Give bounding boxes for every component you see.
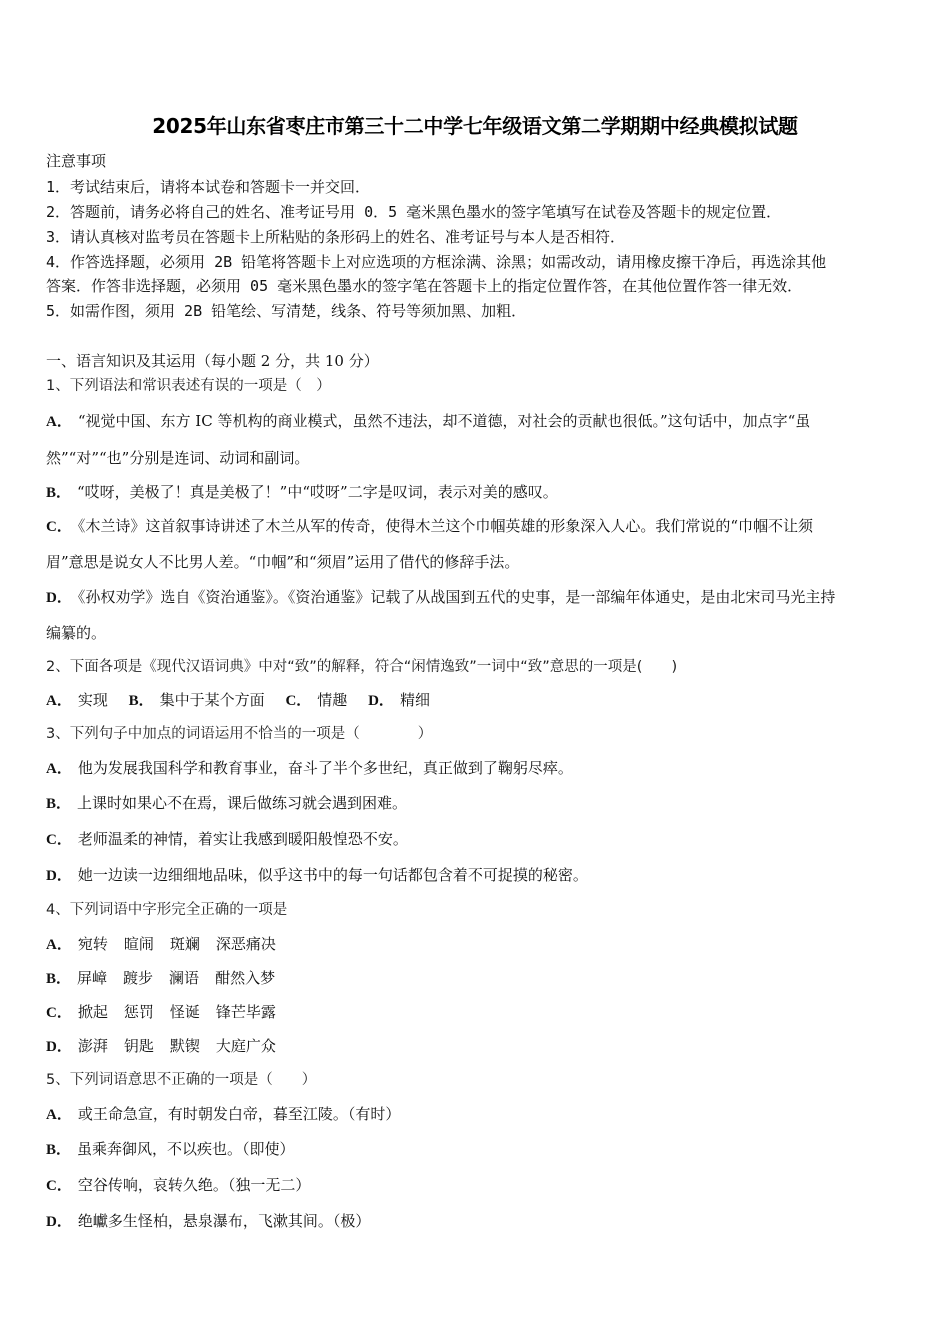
q5-option-b	[46, 1139, 295, 1160]
word: 默锲	[169, 1037, 200, 1055]
option-label: B．	[46, 485, 72, 501]
word: 锋芒毕露	[215, 1003, 276, 1021]
option-label: D．	[46, 868, 72, 884]
word: 澜语	[169, 969, 200, 987]
word: 暄闹	[123, 935, 154, 953]
option-label: D．	[46, 590, 72, 606]
word: 怪诞	[169, 1003, 200, 1021]
option-label: C．	[46, 1178, 72, 1194]
option-text: 精细	[399, 691, 430, 709]
word: 踱步	[123, 969, 154, 987]
option-text: 她一边读一边细细地品味，似乎这书中的每一句话都包含着不可捉摸的秘密。	[77, 866, 588, 884]
notice-item: 3．请认真核对监考员在答题卡上所粘贴的条形码上的姓名、准考证号与本人是否相符．	[46, 228, 626, 246]
option-text: 情趣	[317, 691, 348, 709]
word: 钥匙	[123, 1037, 154, 1055]
option-text: “哎呀，美极了！真是美极了！”中“哎呀”二字是叹词，表示对美的感叹。	[77, 483, 558, 501]
word: 斑斓	[169, 935, 200, 953]
q3-option-d	[46, 865, 588, 886]
notice-item: 5．如需作图，须用 2B 铅笔绘、写清楚，线条、符号等须加黑、加粗．	[46, 302, 527, 320]
option-label: A．	[46, 693, 72, 709]
word: 深恶痛决	[215, 935, 276, 953]
option-text: 实现	[77, 691, 108, 709]
q1-option-b	[46, 482, 558, 503]
q4-option-d	[46, 1036, 292, 1057]
option-label: A．	[46, 761, 72, 777]
notice-item: 答案．作答非选择题，必须用 05 毫米黑色墨水的签字笔在答题卡上的指定位置作答，在其他位置作答一律无效．	[46, 277, 803, 295]
option-label: D．	[46, 1039, 72, 1055]
q4-option-a	[46, 934, 292, 955]
section-heading: 一、语言知识及其运用（每小题 2 分，共 10 分）	[46, 352, 379, 370]
option-text: 《木兰诗》这首叙事诗讲述了木兰从军的传奇，使得木兰这个巾帼英雄的形象深入人心。我们常说的“巾帼不让须	[77, 517, 814, 535]
question-stem-3: 3、下列句子中加点的词语运用不恰当的一项是（ ）	[46, 726, 433, 742]
notice-item: 4．作答选择题，必须用 2B 铅笔将答题卡上对应选项的方框涂满、涂黑；如需改动，请用橡皮擦干净后，再选涂其他	[46, 253, 827, 271]
notice-heading: 注意事项	[46, 152, 107, 170]
q3-option-b	[46, 793, 407, 814]
notice-item: 2．答题前，请务必将自己的姓名、准考证号用 0．5 毫米黑色墨水的签字笔填写在试卷及答题卡的规定位置．	[46, 203, 782, 221]
q1-option-a	[46, 411, 810, 432]
option-label: C．	[46, 1005, 72, 1021]
option-label: A．	[46, 414, 72, 430]
option-label: B．	[46, 796, 72, 812]
option-text: 集中于某个方面	[159, 691, 265, 709]
option-label: B．	[46, 1142, 72, 1158]
option-label: C．	[285, 693, 312, 709]
word: 宛转	[77, 935, 108, 953]
option-text: “视觉中国、东方 IC 等机构的商业模式，虽然不违法，却不道德，对社会的贡献也很低。”这句话中，加点字“虽	[77, 412, 811, 430]
option-label: A．	[46, 937, 72, 953]
option-text: 空谷传响，哀转久绝。（独一无二）	[77, 1176, 311, 1194]
q3-option-a	[46, 758, 573, 779]
option-label: C．	[46, 832, 72, 848]
option-text: 虽乘奔御风，不以疾也。（即使）	[77, 1140, 295, 1158]
word: 掀起	[77, 1003, 108, 1021]
q1-option-c	[46, 516, 813, 537]
word: 惩罚	[123, 1003, 154, 1021]
word: 酣然入梦	[215, 969, 276, 987]
option-label: B．	[128, 693, 154, 709]
option-label: D．	[46, 1214, 72, 1230]
q2-options	[46, 690, 430, 711]
option-text: 《孙权劝学》选自《资治通鉴》。《资治通鉴》记载了从战国到五代的史事，是一部编年体通史，是由北宋司马光主持	[77, 588, 836, 606]
q1-option-d	[46, 587, 835, 608]
notice-item: 1．考试结束后，请将本试卷和答题卡一并交回．	[46, 178, 371, 196]
word: 屏嶂	[77, 969, 108, 987]
question-stem-2: 2、下面各项是《现代汉语词典》中对“致”的解释，符合“闲情逸致”一词中“致”意思的一项是( )	[46, 659, 678, 675]
q5-option-a	[46, 1104, 400, 1125]
q3-option-c	[46, 829, 408, 850]
q1-option-a-cont: 然”“对”“也”分别是连词、动词和副词。	[46, 449, 310, 467]
question-stem-5: 5、下列词语意思不正确的一项是（ ）	[46, 1072, 317, 1088]
q1-option-d-cont: 编纂的。	[46, 624, 107, 642]
page-title: 2025年山东省枣庄市第三十二中学七年级语文第二学期期中经典模拟试题	[152, 114, 798, 138]
q1-option-c-cont: 眉”意思是说女人不比男人差。“巾帼”和“须眉”运用了借代的修辞手法。	[46, 553, 520, 571]
option-label: A．	[46, 1107, 72, 1123]
option-label: D．	[368, 693, 394, 709]
q4-option-c	[46, 1002, 292, 1023]
question-stem-4: 4、下列词语中字形完全正确的一项是	[46, 902, 288, 918]
option-text: 他为发展我国科学和教育事业，奋斗了半个多世纪，真正做到了鞠躬尽瘁。	[77, 759, 573, 777]
word: 澎湃	[77, 1037, 108, 1055]
option-label: B．	[46, 971, 72, 987]
question-stem-1: 1、下列语法和常识表述有误的一项是（ ）	[46, 378, 331, 394]
q5-option-c	[46, 1175, 310, 1196]
option-text: 上课时如果心不在焉，课后做练习就会遇到困难。	[77, 794, 408, 812]
q5-option-d	[46, 1211, 370, 1232]
option-text: 老师温柔的神情，着实让我感到暖阳般惶恐不安。	[77, 830, 408, 848]
option-text: 绝巘多生怪柏，悬泉瀑布，飞漱其间。（极）	[77, 1212, 371, 1230]
option-text: 或王命急宣，有时朝发白帝，暮至江陵。（有时）	[77, 1105, 401, 1123]
option-label: C．	[46, 519, 72, 535]
q4-option-b	[46, 968, 291, 989]
word: 大庭广众	[215, 1037, 276, 1055]
